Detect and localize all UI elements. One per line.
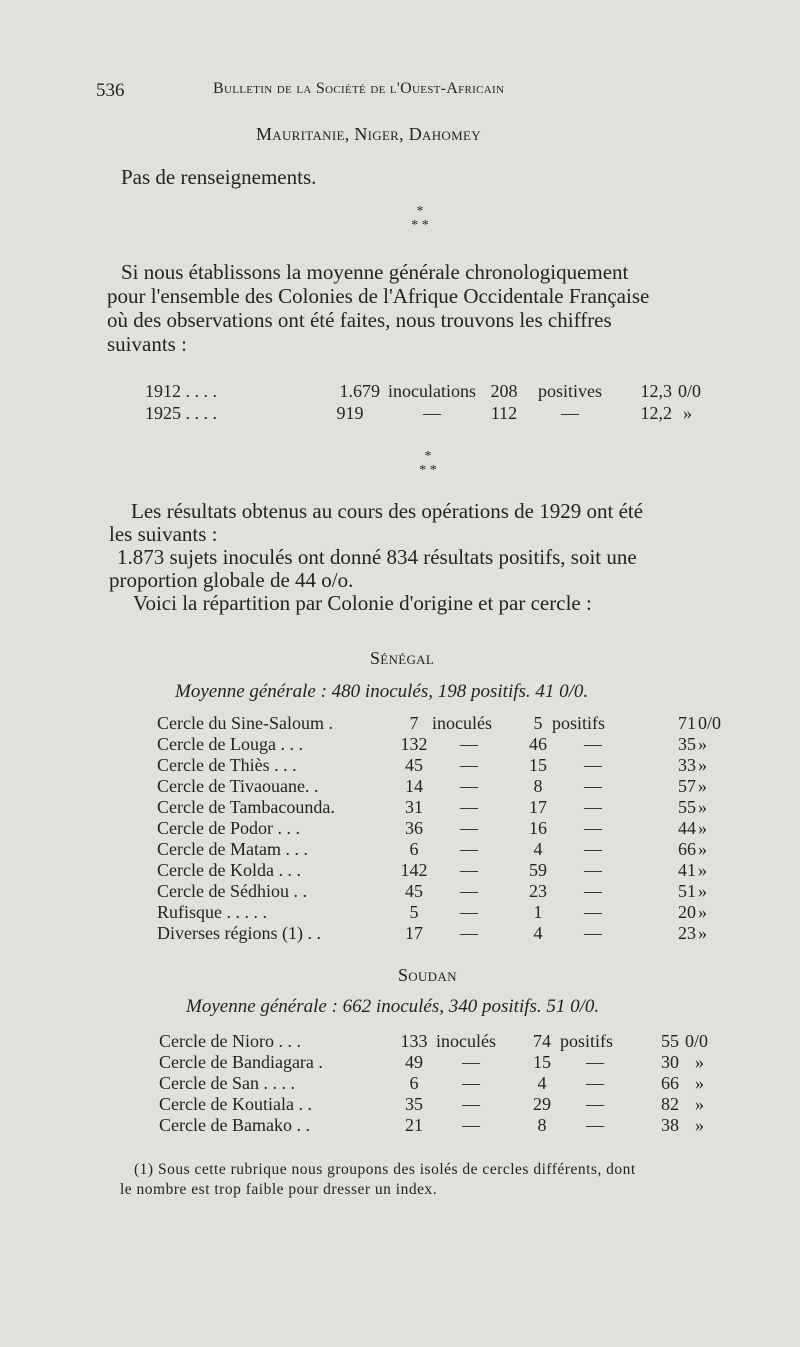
table-row [0,713,800,734]
percentage-unit: » [698,923,707,943]
table-row [0,839,800,860]
inoculated-count: 14 [405,776,423,796]
positive-count: 59 [529,860,547,880]
ditto-mark: — [584,902,602,922]
positive-label: positifs [560,1031,614,1051]
table-row [0,1073,800,1094]
table-row [0,881,800,902]
percentage: 66 [661,1073,679,1093]
positive-count: 23 [529,881,547,901]
paragraph-line: les suivants : [109,522,218,546]
percentage: 66 [678,839,696,859]
table-row [0,860,800,881]
cercle-name: Cercle de Koutiala . . [159,1094,312,1114]
percentage-unit: » [698,860,707,880]
ditto-mark: — [586,1115,604,1135]
chrono-positives: 208 [490,381,518,401]
percentage: 44 [678,818,696,838]
ditto-mark: — [460,881,478,901]
paragraph-line: Si nous établissons la moyenne générale chronologiquement [121,260,629,284]
asterism-line-2: * * [411,218,429,233]
positive-count: 15 [529,755,547,775]
chrono-row [0,403,800,424]
asterism-line-1: * [424,449,432,464]
cercle-name: Cercle de Sédhiou . . [157,881,307,901]
asterism-line-2: * * [419,463,437,478]
percentage: 57 [678,776,696,796]
paragraph-line: suivants : [107,332,187,356]
percentage-unit: » [698,839,707,859]
ditto-mark: — [584,776,602,796]
asterism-line-1: * [416,204,424,219]
percentage: 55 [661,1031,679,1051]
positive-count: 74 [533,1031,551,1051]
cercle-name: Cercle de Bamako . . [159,1115,310,1135]
section-text-mauritanie: Pas de renseignements. [121,165,317,189]
ditto-mark: — [584,839,602,859]
positive-count: 17 [529,797,547,817]
inoculated-count: 5 [409,902,419,922]
ditto-mark: — [584,923,602,943]
ditto-mark: — [584,797,602,817]
inoculated-count: 31 [405,797,423,817]
ditto-mark: — [460,797,478,817]
percentage-unit: » [698,881,707,901]
ditto-mark: — [586,1052,604,1072]
cercle-name: Cercle du Sine-Saloum . [157,713,333,733]
ditto-mark: — [586,1073,604,1093]
positive-count: 15 [533,1052,551,1072]
ditto-mark: — [586,1094,604,1114]
ditto-mark: — [462,1052,480,1072]
inoculated-count: 36 [405,818,423,838]
percentage: 20 [678,902,696,922]
percentage-unit: » [698,902,707,922]
running-title: Bulletin de la Société de l'Ouest-Africain [213,80,505,97]
ditto-mark: — [584,860,602,880]
chrono-count: 1.679 [339,381,380,401]
table-row [0,1094,800,1115]
asterism-1 [400,205,440,233]
section-heading-soudan: Soudan [398,965,457,985]
ditto-mark: — [584,881,602,901]
percentage-unit: » [695,1073,704,1093]
cercle-name: Cercle de Podor . . . [157,818,300,838]
table-row [0,776,800,797]
chrono-percent: 12,2 [640,403,672,423]
section-heading-mauritanie: Mauritanie, Niger, Dahomey [256,124,481,144]
table-row [0,923,800,944]
ditto-mark: — [460,776,478,796]
percentage: 33 [678,755,696,775]
paragraph-results [109,500,759,615]
inoculated-count: 21 [405,1115,423,1135]
table-row [0,797,800,818]
table-row [0,818,800,839]
chrono-label: inoculations [388,381,476,401]
cercle-name: Cercle de Thiès . . . [157,755,297,775]
percentage: 71 [678,713,696,733]
chrono-percent: 12,3 [640,381,672,401]
cercle-name: Cercle de San . . . . [159,1073,295,1093]
inoculated-count: 142 [400,860,428,880]
positive-count: 8 [537,1115,547,1135]
inoculated-count: 45 [405,881,423,901]
inoculated-count: 17 [405,923,423,943]
inoculated-count: 6 [409,1073,419,1093]
percentage: 35 [678,734,696,754]
section-heading-senegal: Sénégal [370,648,435,668]
percentage: 82 [661,1094,679,1114]
chrono-label: — [561,403,579,423]
paragraph-average [107,260,757,356]
percentage-unit: » [695,1094,704,1114]
cercle-name: Cercle de Matam . . . [157,839,308,859]
table-row [0,1031,800,1052]
inoculated-count: 133 [400,1031,428,1051]
chrono-unit: » [683,403,692,423]
ditto-mark: — [462,1073,480,1093]
chrono-label: — [423,403,441,423]
chrono-positives: 112 [490,403,518,423]
chrono-row [0,381,800,402]
chrono-count: 919 [336,403,364,423]
positive-count: 8 [533,776,543,796]
ditto-mark: — [584,818,602,838]
inoculated-count: 7 [409,713,419,733]
ditto-mark: — [460,755,478,775]
ditto-mark: — [460,902,478,922]
positive-count: 4 [533,839,543,859]
cercle-name: Cercle de Nioro . . . [159,1031,301,1051]
ditto-mark: — [460,923,478,943]
percentage: 38 [661,1115,679,1135]
inoculated-count: 6 [409,839,419,859]
percentage-unit: » [695,1115,704,1135]
positive-count: 1 [533,902,543,922]
percentage: 23 [678,923,696,943]
footnote [120,1160,636,1200]
percentage-unit: 0/0 [685,1031,709,1051]
cercle-name: Cercle de Tivaouane. . [157,776,319,796]
percentage: 41 [678,860,696,880]
table-row [0,1052,800,1073]
cercle-name: Cercle de Louga . . . [157,734,303,754]
ditto-mark: — [584,755,602,775]
ditto-mark: — [460,818,478,838]
cercle-name: Rufisque . . . . . [157,902,267,922]
inoculated-count: 35 [405,1094,423,1114]
soudan-summary: Moyenne générale : 662 inoculés, 340 positifs. 51 0/0. [186,996,600,1017]
ditto-mark: — [584,734,602,754]
inoculated-label: inoculés [432,713,492,733]
ditto-mark: — [460,734,478,754]
chrono-year: 1912 . . . . [145,381,217,401]
paragraph-line: proportion globale de 44 o/o. [109,568,354,592]
percentage-unit: » [698,818,707,838]
footnote-line: le nombre est trop faible pour dresser un index. [120,1181,438,1198]
inoculated-count: 132 [400,734,428,754]
positive-label: positifs [552,713,606,733]
inoculated-count: 45 [405,755,423,775]
ditto-mark: — [462,1115,480,1135]
paragraph-line: où des observations ont été faites, nous trouvons les chiffres [107,308,612,332]
paragraph-line: Voici la répartition par Colonie d'origine et par cercle : [133,591,592,615]
cercle-name: Cercle de Kolda . . . [157,860,301,880]
table-row [0,734,800,755]
percentage-unit: » [698,797,707,817]
table-row [0,755,800,776]
table-row [0,1115,800,1136]
percentage-unit: 0/0 [698,713,722,733]
positive-count: 4 [533,923,543,943]
paragraph-line: 1.873 sujets inoculés ont donné 834 résultats positifs, soit une [117,545,637,569]
cercle-name: Cercle de Tambacounda. [157,797,335,817]
positive-count: 16 [529,818,547,838]
senegal-summary: Moyenne générale : 480 inoculés, 198 positifs. 41 0/0. [175,681,589,702]
percentage-unit: » [698,734,707,754]
chrono-unit: 0/0 [678,381,702,401]
positive-count: 4 [537,1073,547,1093]
inoculated-count: 49 [405,1052,423,1072]
paragraph-line: Les résultats obtenus au cours des opérations de 1929 ont été [131,499,644,523]
page-number: 536 [96,80,125,101]
ditto-mark: — [460,839,478,859]
ditto-mark: — [460,860,478,880]
chrono-year: 1925 . . . . [145,403,217,423]
positive-count: 29 [533,1094,551,1114]
percentage-unit: » [698,776,707,796]
percentage: 30 [661,1052,679,1072]
ditto-mark: — [462,1094,480,1114]
footnote-line: (1) Sous cette rubrique nous groupons des isolés de cercles différents, dont [134,1161,636,1178]
chrono-label: positives [537,381,602,401]
table-row [0,902,800,923]
paragraph-line: pour l'ensemble des Colonies de l'Afrique Occidentale Française [107,284,650,308]
percentage-unit: » [698,755,707,775]
cercle-name: Diverses régions (1) . . [157,923,321,943]
percentage-unit: » [695,1052,704,1072]
asterism-2 [408,450,448,478]
cercle-name: Cercle de Bandiagara . [159,1052,323,1072]
percentage: 55 [678,797,696,817]
inoculated-label: inoculés [436,1031,496,1051]
percentage: 51 [678,881,696,901]
positive-count: 46 [529,734,547,754]
positive-count: 5 [533,713,543,733]
